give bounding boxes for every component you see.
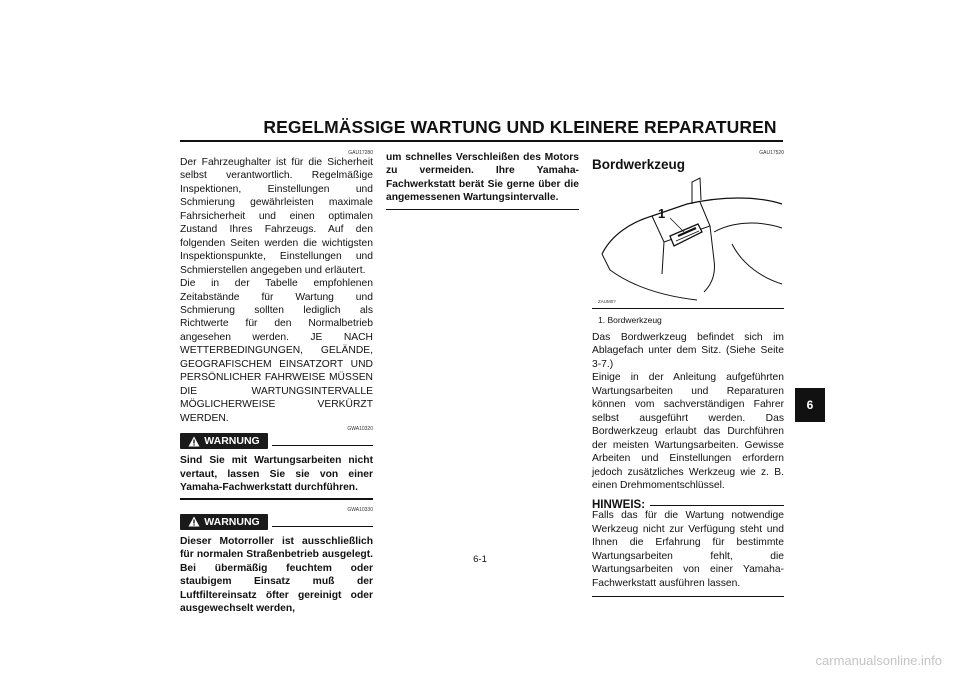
chapter-tab: 6 <box>795 388 825 422</box>
warning-text: Sind Sie mit Wartungsarbeiten nicht vertaut, lassen Sie sie von einer Yamaha-Fachwerkstatt durchführen. <box>180 455 373 493</box>
warning-header <box>180 514 373 530</box>
hinweis-end-rule <box>592 596 784 597</box>
watermark: carmanualsonline.info <box>815 653 942 668</box>
figure-caption: 1. Bordwerkzeug <box>598 315 662 325</box>
hinweis-text: Falls das für die Wartung notwendige Werkzeug nicht zur Verfügung steht und Ihnen die Erfahrung für bestimmte Wartungsarbeiten fehlt, die Wartungsarbeiten von einer Yamaha-Fachwerkstatt ausführen lassen. <box>592 510 784 589</box>
warning-badge <box>180 433 268 449</box>
section-heading: Bordwerkzeug <box>592 157 686 172</box>
warning-end-rule <box>180 498 373 500</box>
intro-text <box>180 156 373 425</box>
title-rule <box>180 140 783 142</box>
warning-code: GWA10320 <box>347 426 373 433</box>
warning-rule <box>272 526 373 527</box>
warning-badge <box>180 514 268 530</box>
hinweis-rule <box>650 505 784 506</box>
warning-code: GWA10330 <box>347 506 373 513</box>
warning-label: WARNUNG <box>204 515 260 528</box>
column-1 <box>180 150 373 616</box>
warning-triangle-icon <box>188 436 200 447</box>
warning-header <box>180 433 373 449</box>
hinweis-label: HINWEIS: <box>592 499 646 512</box>
warning-triangle-icon <box>188 516 200 527</box>
figure-code: ZAUM0? <box>598 299 616 304</box>
page-number: 6-1 <box>473 554 487 565</box>
column-2 <box>386 151 579 210</box>
figure-callout-number: 1 <box>658 206 666 221</box>
figure-rule <box>592 308 784 309</box>
paragraph: Das Bordwerkzeug befindet sich im Ablagefach unter dem Sitz. (Siehe Seite 3-7.) <box>592 332 784 370</box>
tool-kit-text <box>592 331 784 492</box>
column-3 <box>592 150 784 597</box>
tool-kit-figure <box>592 174 784 306</box>
paragraph: Einige in der Anleitung aufgeführten Wartungsarbeiten und Reparaturen können vom sachverständigen Fahrer selbst ausgeführt werden. Das Bordwerkzeug erlaubt das Durchführen der meisten Wartungsarbeiten. Gewisse Arbeiten und Einstellungen erfordern jedoch zusätzliches Werkzeug wie z. B. einen Drehmomentschlüssel. <box>592 372 784 491</box>
hinweis-header <box>592 495 784 512</box>
warning-rule <box>272 445 373 446</box>
warning-continuation-text: um schnelles Verschleißen des Motors zu vermeiden. Ihre Yamaha-Fachwerkstatt berät Sie gerne über die angemessenen Wartungsintervalle. <box>386 152 579 204</box>
paragraph: Der Fahrzeughalter ist für die Sicherheit selbst verantwortlich. Regelmäßige Inspektionen, Einstellungen und Schmierung gewährleisten maximale Fahrsicherheit und einen optimalen Zustand Ihres Fahrzeugs. Auf den folgenden Seiten werden die wichtigsten Inspektionspunkte, Einstellungen und Schmierstellen angegeben und erläutert. <box>180 157 373 276</box>
section-code: GAU17520 <box>759 150 784 156</box>
warning-end-rule <box>386 209 579 211</box>
section-code: GAU17280 <box>348 150 373 156</box>
paragraph: Die in der Tabelle empfohlenen Zeitabstände für Wartung und Schmierung sollten lediglich als Richtwerte für den Normalbetrieb angesehen werden. JE NACH WETTERBEDINGUNGEN, GELÄNDE, GEOGRAFISCHEM EINSATZORT UND PERSÖNLICHER FAHRWEISE MÜSSEN DIE WARTUNGSINTERVALLE MÖGLICHERWEISE VERKÜRZT WERDEN. <box>180 278 373 424</box>
page-title: REGELMÄSSIGE WARTUNG UND KLEINERE REPARATUREN <box>263 117 777 137</box>
warning-text: Dieser Motorroller ist ausschließlich für normalen Straßenbetrieb ausgelegt. Bei übermäßig feuchtem oder staubigem Einsatz muß der Luftfiltereinsatz öfter gereinigt oder ausgewechselt werden, <box>180 535 373 615</box>
warning-label: WARNUNG <box>204 435 260 448</box>
